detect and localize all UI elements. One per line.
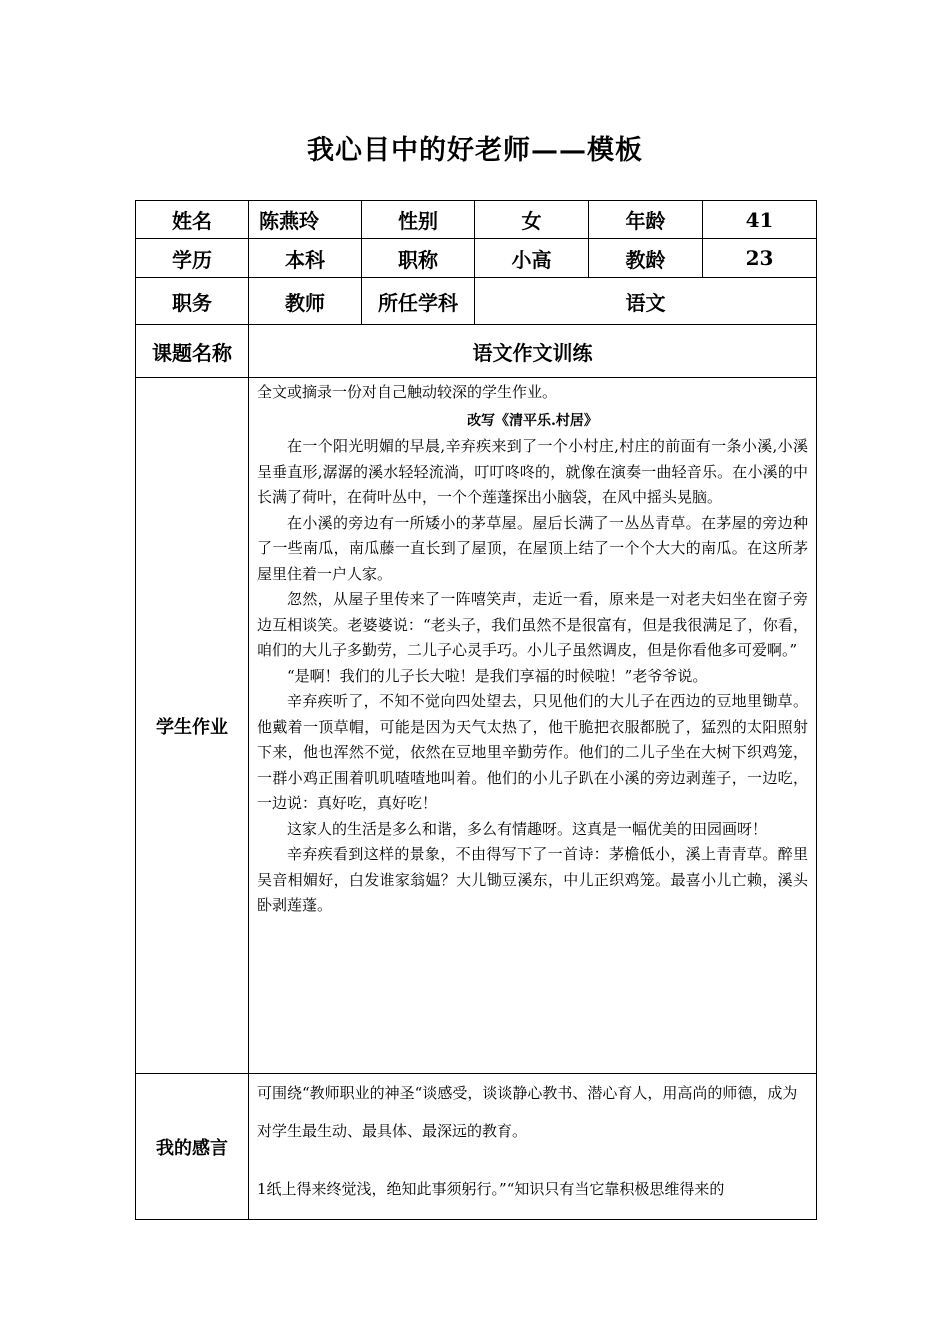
name-label: 姓名 <box>136 201 249 239</box>
table-row <box>136 239 817 278</box>
education-value: 本科 <box>249 239 362 278</box>
gender-value: 女 <box>475 201 589 239</box>
table-row <box>136 201 817 239</box>
essay-paragraph: “是啊！我们的儿子长大啦！是我们享福的时候啦！”老爷爷说。 <box>287 666 708 685</box>
homework-label: 学生作业 <box>136 378 249 1074</box>
rank-value: 小高 <box>475 239 589 278</box>
teaching-years-value: 23 <box>703 239 817 278</box>
position-label: 职务 <box>136 278 249 325</box>
age-value: 41 <box>703 201 817 239</box>
teacher-info-table <box>135 200 817 1220</box>
age-label: 年龄 <box>589 201 703 239</box>
position-value: 教师 <box>249 278 362 325</box>
essay-title: 改写《清平乐.村居》 <box>467 412 598 429</box>
essay-paragraph: 在一个阳光明媚的早晨,辛弃疾来到了一个小村庄,村庄的前面有一条小溪,小溪呈垂直形,潺潺的溪水轻轻流淌，叮叮咚咚的，就像在演奏一曲轻音乐。在小溪的中长满了荷叶，在荷叶丛中，一个个莲蓬探出小脑袋，在风中摇头晃脑。 <box>257 437 808 506</box>
education-label: 学历 <box>136 239 249 278</box>
rank-label: 职称 <box>362 239 475 278</box>
essay-paragraph: 在小溪的旁边有一所矮小的茅草屋。屋后长满了一丛丛青草。在茅屋的旁边种了一些南瓜，南瓜藤一直长到了屋顶，在屋顶上结了一个个大大的南瓜。在这所茅屋里住着一户人家。 <box>257 513 808 583</box>
essay-paragraph: 这家人的生活是多么和谐，多么有情趣呀。这真是一幅优美的田园画呀！ <box>287 819 768 838</box>
essay-paragraph: 辛弃疾听了，不知不觉向四处望去，只见他们的大儿子在西边的豆地里锄草。他戴着一顶草帽，可能是因为天气太热了，他干脆把衣服都脱了，猛烈的太阳照射下来，他也浑然不觉，依然在豆地里辛勤劳作。他们的二儿子坐在大树下织鸡笼，一群小鸡正围着叽叽喳喳地叫着。他们的小儿子趴在小溪的旁边剥莲子，一边吃，一边说：真好吃，真好吃！ <box>257 692 808 812</box>
table-row <box>136 325 817 378</box>
reflection-content <box>249 1074 817 1220</box>
subject-value: 语文 <box>475 278 817 325</box>
topic-value: 语文作文训练 <box>249 325 817 378</box>
homework-prompt: 全文或摘录一份对自己触动较深的学生作业。 <box>257 383 558 401</box>
topic-label: 课题名称 <box>136 325 249 378</box>
reflection-text: 1纸上得来终觉浅，绝知此事须躬行。”“知识只有当它靠积极思维得来的 <box>257 1180 725 1198</box>
table-row <box>136 278 817 325</box>
subject-label: 所任学科 <box>362 278 475 325</box>
homework-content <box>249 378 817 1074</box>
reflection-label: 我的感言 <box>136 1074 249 1220</box>
essay-paragraph: 辛弃疾看到这样的景象，不由得写下了一首诗：茅檐低小，溪上青青草。醉里吴音相媚好，白发谁家翁媪？大儿锄豆溪东，中儿正织鸡笼。最喜小儿亡赖，溪头卧剥莲蓬。 <box>257 845 808 914</box>
name-value: 陈燕玲 <box>249 201 362 239</box>
reflection-text: 可围绕“教师职业的神圣“谈感受，谈谈静心教书、潜心育人，用高尚的师德，成为对学生最生动、最具体、最深远的教育。 <box>257 1084 798 1140</box>
teaching-years-label: 教龄 <box>589 239 703 278</box>
page-title: 我心目中的好老师——模板 <box>307 135 643 166</box>
table-row <box>136 1074 817 1220</box>
table-row <box>136 378 817 1074</box>
essay-paragraph: 忽然，从屋子里传来了一阵嘻笑声，走近一看，原来是一对老夫妇坐在窗子旁边互相谈笑。老婆婆说：“老头子，我们虽然不是很富有，但是我很满足了，你看，咱们的大儿子多勤劳，二儿子心灵手巧。小儿子虽然调皮，但是你看他多可爱啊。” <box>257 590 808 659</box>
gender-label: 性别 <box>362 201 475 239</box>
